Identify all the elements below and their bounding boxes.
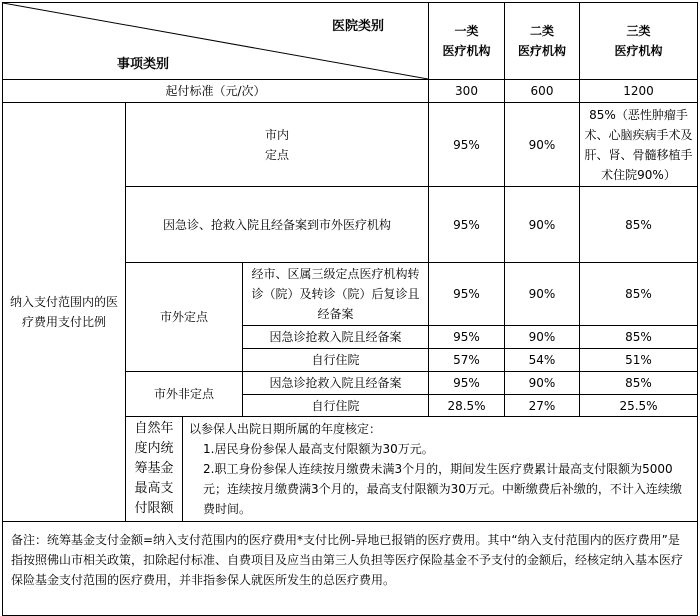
col-header-class3-line1: 三类: [626, 24, 651, 38]
annual-max-item2: 2.职工身份参保人连续按月缴费未满3个月的，期间发生医疗费累计最高支付限额为5000元；连续按月缴费满3个月的，最高支付限额为30万元。中断缴费后补缴的，不计入连续缴费时间。: [203, 462, 682, 516]
col-header-class1-line1: 一类: [454, 24, 479, 38]
table-row-city-point: [3, 103, 698, 187]
deductible-row: [3, 80, 698, 103]
nonpoint-emergency-label: 因急诊抢救入院且经备案: [243, 372, 429, 395]
deductible-class1: 300: [429, 80, 505, 103]
annual-max-label: 自然年度内统筹基金最高支付限额: [126, 417, 183, 522]
hospital-category-label: 医院类别: [331, 19, 384, 34]
city-point-class3: 85%（恶性肿瘤手术、心脑疾病手术及肝、肾、骨髓移植手术住院90%）: [580, 103, 698, 187]
outside-self-class3: 51%: [580, 349, 698, 372]
outside-nonpoint-label: 市外非定点: [126, 372, 243, 417]
outside-point-label: 市外定点: [126, 263, 243, 372]
annual-max-notes: [183, 417, 698, 522]
col-header-class1-line2: 医疗机构: [442, 44, 491, 58]
outside-self-label: 自行住院: [243, 349, 429, 372]
nonpoint-emergency-class3: 85%: [580, 372, 698, 395]
outside-emergency-label: 因急诊抢救入院且经备案: [243, 326, 429, 349]
col-header-class2: [505, 3, 580, 80]
diagonal-line: [3, 3, 428, 79]
nonpoint-emergency-class2: 90%: [505, 372, 580, 395]
nonpoint-self-label: 自行住院: [243, 395, 429, 417]
remark-text: 备注：统筹基金支付金额=纳入支付范围内的医疗费用*支付比例-异地已报销的医疗费用。其中“纳入支付范围内的医疗费用”是指按照佛山市相关政策，扣除起付标准、自费项目及应当由第三人负担等医疗保险基金不予支付的金额后，经核定纳入基本医疗保险基金支付范围的医疗费用，并非指参保人就医所发生的总医疗费用。: [3, 522, 698, 616]
annual-max-intro: 以参保人出院日期所属的年度核定：: [189, 422, 382, 436]
col-header-class3-line2: 医疗机构: [614, 44, 663, 58]
deductible-class2: 600: [505, 80, 580, 103]
deductible-label: 起付标准（元/次）: [3, 80, 429, 103]
city-point-class1: 95%: [429, 103, 505, 187]
emergency-outside-label: 因急诊、抢救入院且经备案到市外医疗机构: [126, 187, 429, 263]
city-point-label: [126, 103, 429, 187]
outside-emergency-class3: 85%: [580, 326, 698, 349]
col-header-class3: [580, 3, 698, 80]
table-row-remark: [3, 522, 698, 616]
nonpoint-self-class2: 27%: [505, 395, 580, 417]
reimbursement-table: [2, 2, 698, 616]
deductible-class3: 1200: [580, 80, 698, 103]
city-point-label-line2: 定点: [264, 147, 289, 162]
outside-referral-class3: 85%: [580, 263, 698, 326]
outside-self-class1: 57%: [429, 349, 505, 372]
col-header-class2-line1: 二类: [529, 24, 554, 38]
emergency-outside-class2: 90%: [505, 187, 580, 263]
ratio-group-label: 纳入支付范围内的医疗费用支付比例: [3, 103, 126, 522]
annual-max-item1: 1.居民身份参保人最高支付限额为30万元。: [203, 442, 434, 456]
emergency-outside-class3: 85%: [580, 187, 698, 263]
outside-self-class2: 54%: [505, 349, 580, 372]
outside-referral-label: 经市、区属三级定点医疗机构转诊（院）及转诊（院）后复诊且经备案: [243, 263, 429, 326]
outside-emergency-class1: 95%: [429, 326, 505, 349]
col-header-class1: [429, 3, 505, 80]
nonpoint-self-class1: 28.5%: [429, 395, 505, 417]
city-point-label-line1: 市内: [264, 127, 289, 142]
item-category-label: 事项类别: [117, 57, 170, 72]
diagonal-header-cell: [3, 3, 429, 80]
emergency-outside-class1: 95%: [429, 187, 505, 263]
nonpoint-self-class3: 25.5%: [580, 395, 698, 417]
outside-emergency-class2: 90%: [505, 326, 580, 349]
col-header-class2-line2: 医疗机构: [517, 44, 566, 58]
outside-referral-class2: 90%: [505, 263, 580, 326]
nonpoint-emergency-class1: 95%: [429, 372, 505, 395]
city-point-class2: 90%: [505, 103, 580, 187]
outside-referral-class1: 95%: [429, 263, 505, 326]
